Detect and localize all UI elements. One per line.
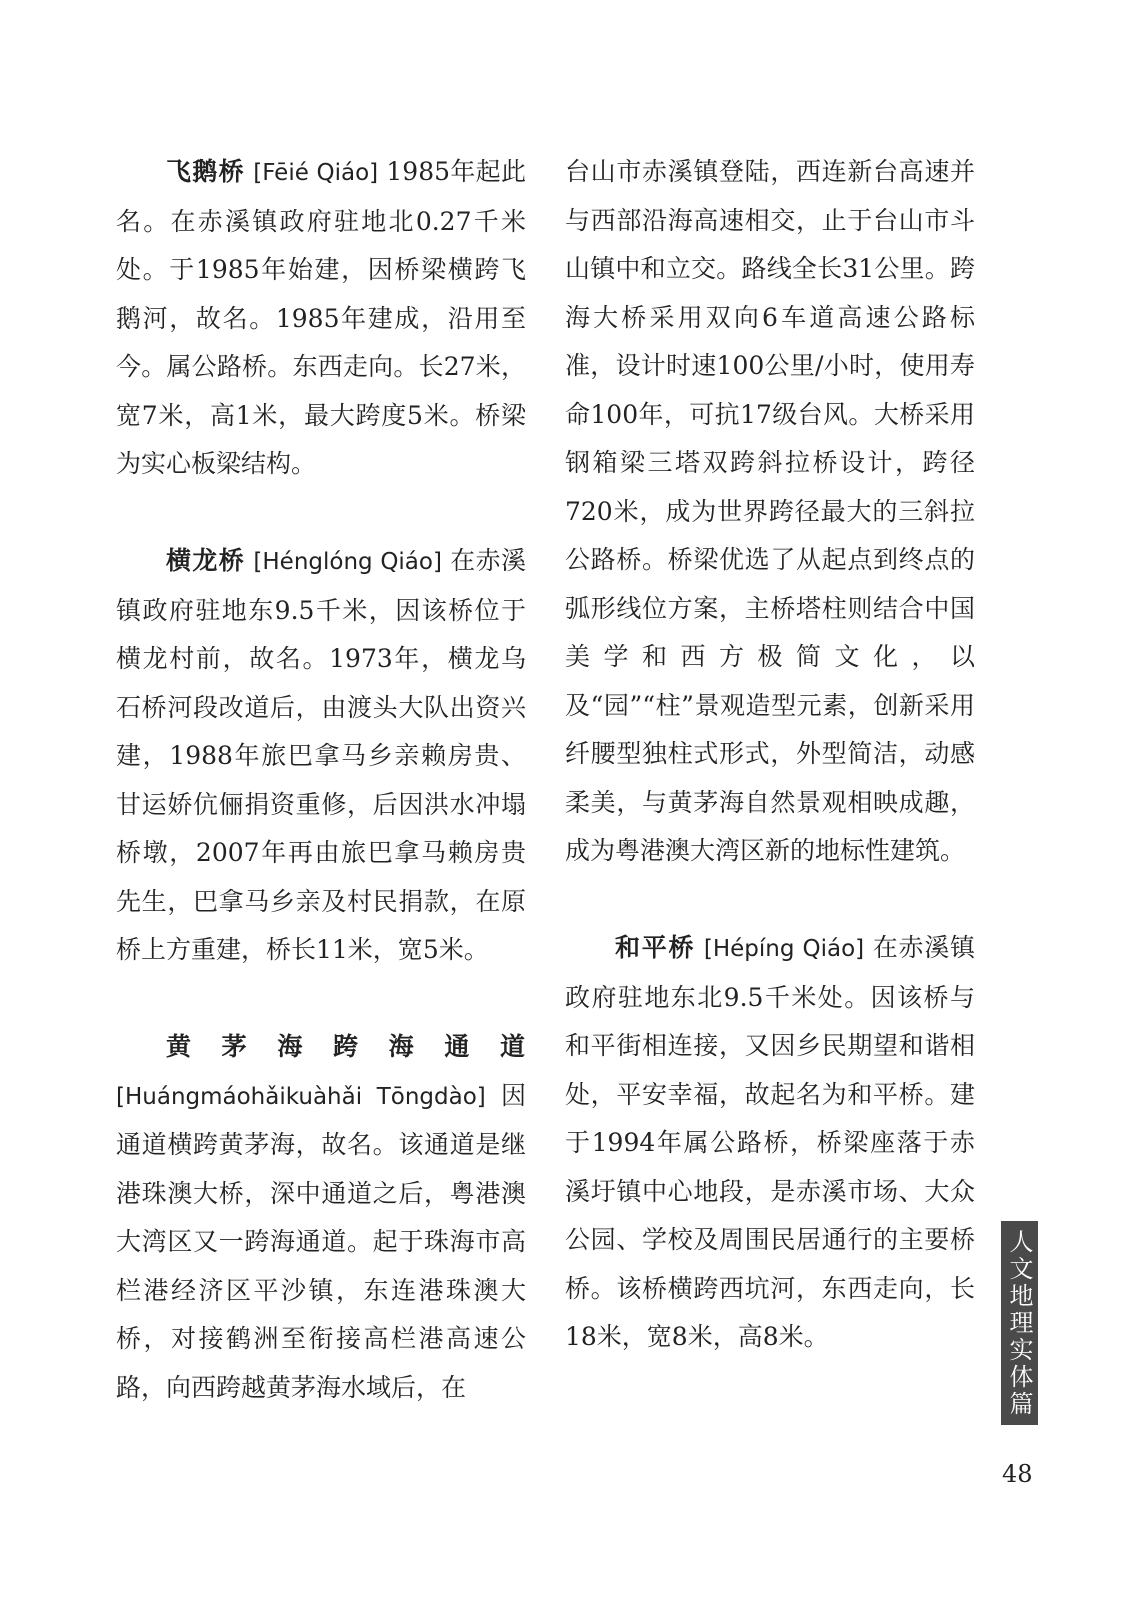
entry-term: 横龙桥 xyxy=(166,546,246,575)
entry-body: 在赤溪镇政府驻地东北9.5千米处。因该桥与和平街相连接，又因乡民期望和谐相处，平安幸福，故起名为和平桥。建于1994年属公路桥，桥梁座落于赤溪圩镇中心地段，是赤溪市场、大众公园、学校及周围民居通行的主要桥桥。该桥横跨西坑河，东西走向，长18米，宽8米，高8米。 xyxy=(565,933,975,1351)
entry-term: 飞鹅桥 xyxy=(166,157,245,186)
entry-body: 因通道横跨黄茅海，故名。该通道是继港珠澳大桥，深中通道之后，粤港澳大湾区又一跨海通道。起于珠海市高栏港经济区平沙镇，东连港珠澳大桥，对接鹤洲至衔接高栏港高速公路，向西跨越黄茅海水域后，在 xyxy=(116,1080,526,1402)
entry-henglong-bridge xyxy=(116,537,526,975)
entry-body: 在赤溪镇政府驻地东9.5千米，因该桥位于横龙村前，故名。1973年，横龙乌石桥河段改道后，由渡头大队出资兴建，1988年旅巴拿马乡亲赖房贵、甘运娇伉俪捐资重修，后因洪水冲塌桥墩，2007年再由旅巴拿马赖房贵先生，巴拿马乡亲及村民捐款，在原桥上方重建，桥长11米，宽5米。 xyxy=(116,546,526,964)
entry-heping-bridge xyxy=(565,924,975,1362)
entry-feie-bridge xyxy=(116,148,526,489)
entry-body: 台山市赤溪镇登陆，西连新台高速并与西部沿海高速相交，止于台山市斗山镇中和立交。路线全长31公里。跨海大桥采用双向6车道高速公路标准，设计时速100公里/小时，使用寿命100年，可抗17级台风。大桥采用钢箱梁三塔双跨斜拉桥设计，跨径720米，成为世界跨径最大的三斜拉公路桥。桥梁优选了从起点到终点的弧形线位方案，主桥塔柱则结合中国美学和西方极简文化，以及“园”“柱”景观造型元素，创新采用纤腰型独柱式形式，外型简洁，动感柔美，与黄茅海自然景观相映成趣，成为粤港澳大湾区新的地标性建筑。 xyxy=(565,157,975,865)
entry-pinyin: [Fēié Qiáo] xyxy=(253,160,379,186)
section-side-tab: 人文地理实体篇 xyxy=(1001,1221,1038,1425)
entry-pinyin: [Hépíng Qiáo] xyxy=(703,936,865,962)
page-number: 48 xyxy=(1002,1460,1033,1488)
entry-huangmaohai-channel xyxy=(116,1023,526,1412)
entry-term: 和平桥 xyxy=(615,933,696,962)
entry-body: 1985年起此名。在赤溪镇政府驻地北0.27千米处。于1985年始建，因桥梁横跨飞鹅河，故名。1985年建成，沿用至今。属公路桥。东西走向。长27米，宽7米，高1米，最大跨度5米。桥梁为实心板梁结构。 xyxy=(116,157,526,478)
entry-term: 黄茅海跨海通道 xyxy=(166,1032,526,1061)
left-column xyxy=(116,148,526,1412)
entry-huangmaohai-continued xyxy=(565,148,975,876)
right-column xyxy=(565,148,975,1362)
entry-pinyin: [Hénglóng Qiáo] xyxy=(253,549,442,575)
entry-pinyin: [Huángmáohǎikuàhǎi Tōngdào] xyxy=(116,1083,486,1110)
